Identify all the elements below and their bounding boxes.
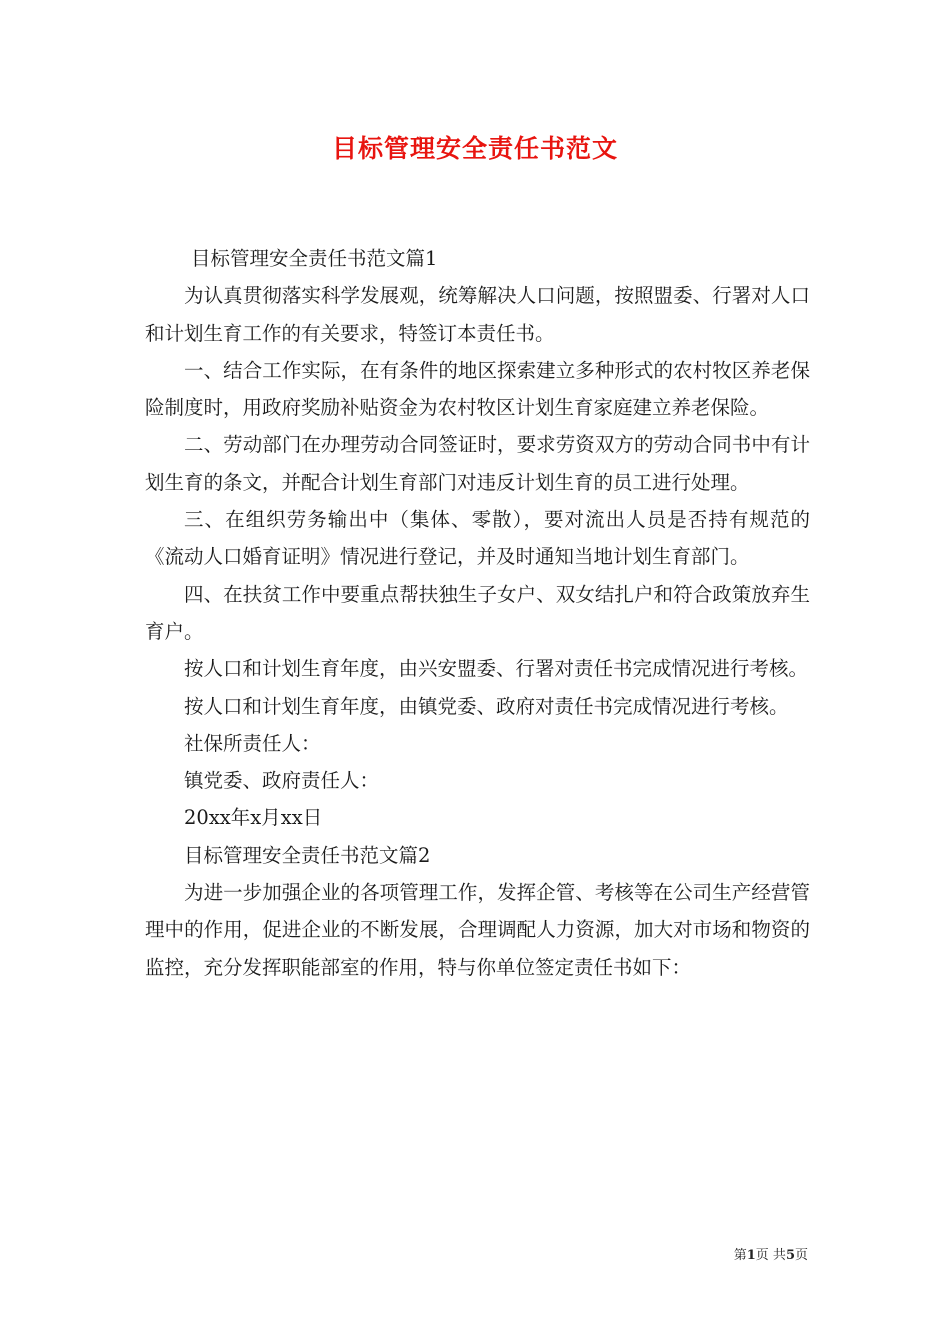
paragraph-item-1: 一、结合工作实际，在有条件的地区探索建立多种形式的农村牧区养老保险制度时，用政府奖励补贴资金为农村牧区计划生育家庭建立养老保险。: [145, 358, 810, 420]
paragraph-item-2: 二、劳动部门在办理劳动合同签证时，要求劳资双方的劳动合同书中有计划生育的条文，并配合计划生育部门对违反计划生育的员工进行处理。: [145, 433, 810, 494]
paragraph-assessment-2: 按人口和计划生育年度，由镇党委、政府对责任书完成情况进行考核。: [184, 694, 789, 718]
footer-current-page: 1: [746, 1248, 756, 1263]
section-heading-2: 目标管理安全责任书范文篇2: [184, 843, 431, 867]
date-line: 20xx年x月xx日: [184, 806, 323, 830]
footer-middle: 页 共: [755, 1248, 786, 1263]
signature-line-social-security: 社保所责任人：: [184, 731, 321, 755]
paragraph-assessment-1: 按人口和计划生育年度，由兴安盟委、行署对责任书完成情况进行考核。: [184, 657, 809, 681]
section-heading-1: 目标管理安全责任书范文篇1: [191, 247, 438, 270]
paragraph-item-4: 四、在扶贫工作中要重点帮扶独生子女户、双女结扎户和符合政策放弃生育户。: [145, 582, 810, 643]
footer-total-pages: 5: [785, 1248, 795, 1263]
page-number-footer: [734, 1247, 808, 1265]
paragraph-intro-1: 为认真贯彻落实科学发展观，统筹解决人口问题，按照盟委、行署对人口和计划生育工作的有关要求，特签订本责任书。: [145, 284, 810, 345]
paragraph-intro-2: 为进一步加强企业的各项管理工作，发挥企管、考核等在公司生产经营管理中的作用，促进企业的不断发展，合理调配人力资源，加大对市场和物资的监控，充分发挥职能部室的作用，特与你单位签定责任书如下：: [145, 881, 810, 979]
signature-line-town-committee: 镇党委、政府责任人：: [184, 769, 380, 793]
footer-prefix: 第: [733, 1248, 747, 1263]
document-title: 目标管理安全责任书范文: [331, 134, 618, 163]
footer-suffix: 页: [794, 1248, 808, 1263]
paragraph-item-3: 三、在组织劳务输出中（集体、零散），要对流出人员是否持有规范的《流动人口婚育证明》情况进行登记，并及时通知当地计划生育部门。: [145, 508, 810, 569]
document-body: [145, 240, 810, 986]
